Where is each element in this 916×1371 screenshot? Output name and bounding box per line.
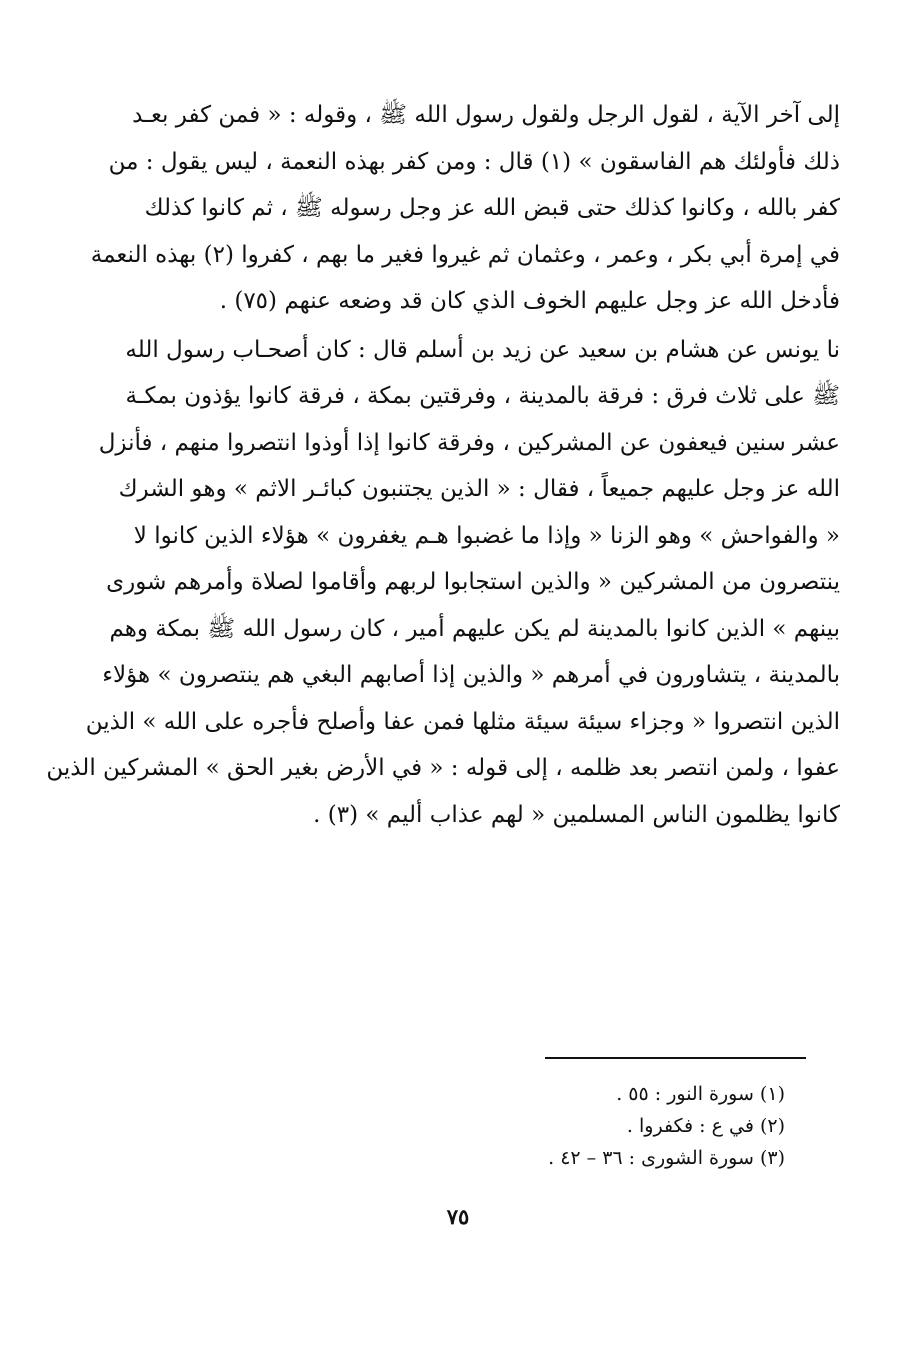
footnote-3: (٣) سورة الشورى : ٣٦ – ٤٢ . — [548, 1147, 785, 1169]
text-line: فأدخل الله عز وجل عليهم الخوف الذي كان قد وضعه عنهم (٧٥) . — [219, 288, 840, 314]
text-line: ينتصرون من المشركين « والذين استجابوا لربهم وأقاموا لصلاة وأمرهم شورى — [106, 569, 840, 595]
text-line: إلى آخر الآية ، لقول الرجل ولقول رسول الله ﷺ ، وقوله : « فمن كفر بعـد — [132, 102, 840, 128]
text-line: في إمرة أبي بكر ، وعمر ، وعثمان ثم غيروا فغير ما بهم ، كفروا (٢) بهذه النعمة — [90, 241, 840, 268]
page-number: ٧٥ — [446, 1204, 470, 1229]
footnote-2: (٢) في ع : فكفروا . — [626, 1115, 785, 1137]
footnote-1: (١) سورة النور : ٥٥ . — [616, 1083, 785, 1105]
text-line: بالمدينة ، يتشاورون في أمرهم « والذين إذا أصابهم البغي هم ينتصرون » هؤلاء — [102, 662, 840, 688]
text-line: بينهم » الذين كانوا بالمدينة لم يكن عليهم أمير ، كان رسول الله ﷺ بمكة وهم — [109, 615, 840, 642]
text-line: عشر سنين فيعفون عن المشركين ، وفرقة كانوا إذا أوذوا انتصروا منهم ، فأنزل — [98, 429, 840, 456]
text-line: الله عز وجل عليهم جميعاً ، فقال : « الذين يجتنبون كبائـر الاثم » وهو الشرك — [118, 476, 840, 502]
text-line: ﷺ على ثلاث فرق : فرقة بالمدينة ، وفرقتين بمكة ، فرقة كانوا يؤذون بمكـة — [125, 383, 840, 409]
paragraph-2 — [46, 327, 840, 839]
footnotes — [440, 1078, 785, 1174]
text-line: كفر بالله ، وكانوا كذلك حتى قبض الله عز وجل رسوله ﷺ ، ثم كانوا كذلك — [144, 195, 840, 221]
text-line: كانوا يظلمون الناس المسلمين « لهم عذاب أليم » (٣) . — [313, 801, 840, 828]
text-line: « والفواحش » وهو الزنا « وإذا ما غضبوا هـم يغفرون » هؤلاء الذين كانوا لا — [133, 522, 840, 549]
main-text — [46, 92, 840, 838]
text-line: عفوا ، ولمن انتصر بعد ظلمه ، إلى قوله : « في الأرض بغير الحق » المشركين الذين — [46, 755, 840, 781]
paragraph-1 — [90, 92, 840, 325]
text-line: الذين انتصروا « وجزاء سيئة سيئة مثلها فمن عفا وأصلح فأجره على الله » الذين — [85, 708, 840, 735]
text-line: ذلك فأولئك هم الفاسقون » (١) قال : ومن كفر بهذه النعمة ، ليس يقول : من — [108, 148, 840, 175]
footnote-separator — [545, 1057, 806, 1059]
text-line: نا يونس عن هشام بن سعيد عن زيد بن أسلم قال : كان أصحـاب رسول الله — [125, 336, 840, 363]
